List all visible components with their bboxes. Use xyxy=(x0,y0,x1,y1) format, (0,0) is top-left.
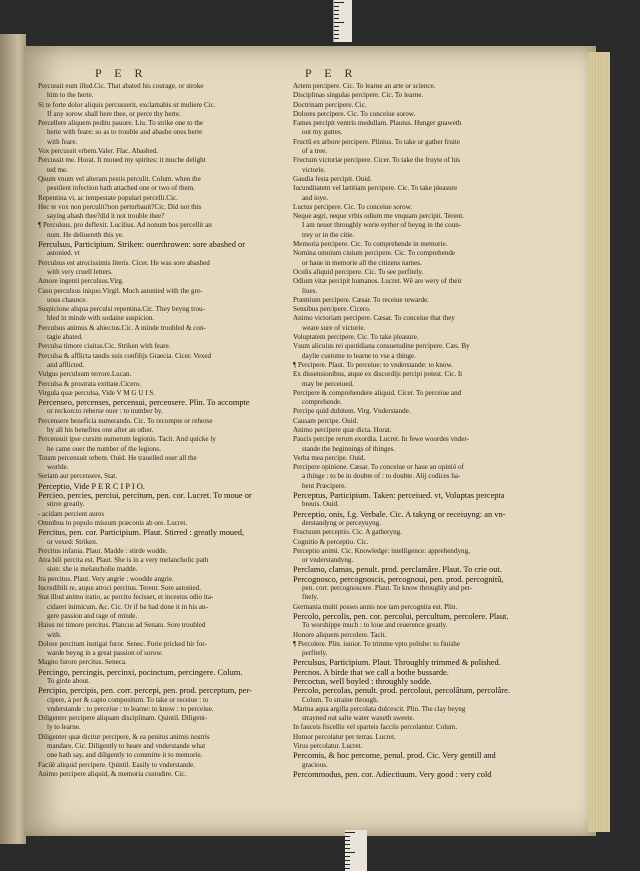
text-line: one hath say, and diligently to committe it to memorie. xyxy=(47,751,203,760)
text-line: Memoria percipere. Cic. To comprehende in memorie. xyxy=(293,240,448,249)
text-line: ¶ Percolere. Plin. iunior. To trimme vpto polishe: to finishe xyxy=(293,639,460,648)
text-line: Perclamo, clamas, penult. prod. perclamâre. Plaut. To crie out. xyxy=(293,565,502,575)
text-line: Doctrinam percipere. Cic. xyxy=(293,100,367,109)
text-line: victorie. xyxy=(302,165,326,174)
text-line: Atra bili percita est. Plaut. She is in a very melancholic path xyxy=(38,556,209,565)
text-line: Percingo, percingis, percinxi, pocinctum, percingere. Colum. xyxy=(38,667,243,677)
text-line: I am neuer throughly werie eyther of beyng in the coun- xyxy=(302,221,462,230)
text-line: Perculsus, Participium. Striken: ouerthrowen: sore abashed or xyxy=(38,240,246,250)
text-line: Percipere & comprehendere aliquid. Cicer. To perceiue and xyxy=(293,388,462,397)
text-line: Percensere beneficia numerando. Cic. To recompte or reherse xyxy=(38,416,213,425)
right-text-column xyxy=(293,82,551,779)
text-line: with. xyxy=(47,630,62,639)
text-line: strayned out salte water waxeth sweete. xyxy=(302,714,415,723)
text-line: Dolore percitum instigat furor. Senec. Furie pricked hir for- xyxy=(38,639,207,648)
text-line: by all his benefites one after an other. xyxy=(47,425,154,434)
text-line: breuis. Ouid. xyxy=(302,500,339,509)
text-line: Perceptio animi. Cic. Knowledge: intelligence: apprehendyng, xyxy=(293,546,470,555)
text-line: Animo percipere aliquid, & memoria custodire. Cic. xyxy=(38,769,187,778)
text-line: ted me. xyxy=(47,165,68,174)
text-line: Percenseo, percenses, percensui, percensere. Plin. To accompte xyxy=(38,398,250,408)
text-line: gere passion and rage of minde. xyxy=(47,611,138,620)
text-line: Causam percipe. Ouid. xyxy=(293,416,359,425)
text-line: Gaudia festa percipit. Ouid. xyxy=(293,174,372,183)
text-line: may be perceiued. xyxy=(302,379,354,388)
text-line: Percellere aliquem peditu pauore. Liu. To strike one to the xyxy=(38,119,204,128)
text-line: Hec te vox non perculit?non perturbauit?Cic. Did not this xyxy=(38,202,202,211)
text-line: Suspicione aliqua perculsi repentina.Cic. They beyng trou- xyxy=(38,305,205,314)
ruler-tick xyxy=(345,852,355,853)
scale-ruler-top xyxy=(333,0,352,42)
text-line: out my guttes. xyxy=(302,128,343,137)
text-line: Percensuit ipse cursim numerum legionis. Tacit. And quicke ly xyxy=(38,435,216,444)
text-line: perfitely. xyxy=(302,649,328,658)
text-line: Dolores percipere. Cic. To conceiue sorow. xyxy=(293,109,416,118)
text-line: stande the beginnings of thinges. xyxy=(302,444,396,453)
text-line: Quum vnum vel alteram pestis perculit. Colum. when the xyxy=(38,174,201,183)
text-line: Germania multi posses annis noe tam percognita est. Plin. xyxy=(293,602,458,611)
text-line: Animo victoriam percipere. Cæsar. To conceiue that they xyxy=(293,314,455,323)
text-line: Percitus, pen. cor. Participium. Plaut. Stirred : greatly moued, xyxy=(38,528,245,538)
text-line: Incredibili re, atque atroci percitus. Terent. Sore astonied. xyxy=(38,584,202,593)
text-line: Omnibus in populo missum præconis ab ore. Lucret. xyxy=(38,518,188,527)
text-line: Paucis percipe rerum exordia. Lucret. In fewe woordes vnder- xyxy=(293,435,469,444)
text-line: If any sorow shall here thee, or perce thy herte. xyxy=(47,109,181,118)
ruler-tick xyxy=(334,6,339,7)
text-line: Sensibus percipere. Cicero. xyxy=(293,305,371,314)
text-line: Haius rei timore percitus. Plancus ad Senatu. Sore troubled xyxy=(38,621,206,630)
text-line: Percomis, & hoc percome, penul. prod. Cic. Very gentill and xyxy=(293,751,496,761)
text-line: liues. xyxy=(302,286,318,295)
ruler-tick xyxy=(345,860,350,861)
text-line: Virgula quæ perculsa, Vide V M G U I S. xyxy=(38,388,156,397)
text-line: Ira percitus. Plaut. Very angrie : woodde angrie. xyxy=(38,574,174,583)
text-line: ¶ Percipere. Plaut. To perceiue: to vnderstande: to know. xyxy=(293,360,453,369)
text-line: a thinge : to be in doubte of : to doubte. Alij codices ha- xyxy=(302,472,461,481)
ruler-tick xyxy=(334,18,339,19)
text-line: Voluptatem percipere. Cic. To take pleasure. xyxy=(293,333,419,342)
ruler-tick xyxy=(345,868,350,869)
text-line: Percommodus, pen. cor. Adiectiuum. Very good : very cold xyxy=(293,769,492,779)
text-line: Repentina vi, ac tempestate populari percelli.Cic. xyxy=(38,193,178,202)
text-line: Diligenter quæ dicitur percipere, & ea penitus animis nostris xyxy=(38,732,210,741)
ruler-tick xyxy=(334,34,339,35)
text-line: pestilent infection hath attached one or two of them. xyxy=(47,184,195,193)
text-line: of a tree. xyxy=(302,147,328,156)
text-line: derstandyng or perceyuyng. xyxy=(302,518,381,527)
ruler-tick xyxy=(334,22,344,23)
text-line: astonied. vt xyxy=(47,249,80,258)
text-line: Odium vitæ percipit humanos. Lucret. Wê are wery of their xyxy=(293,277,462,286)
text-line: and ioye. xyxy=(302,193,329,202)
text-line: To worshippe much : to loue and reuerence greatly. xyxy=(302,621,448,630)
right-running-head: P E R xyxy=(305,66,358,80)
ruler-tick xyxy=(334,30,339,31)
ruler-tick xyxy=(334,26,339,27)
text-line: - acidam percient aures xyxy=(38,509,104,518)
text-line: Percipere opinione. Cæsar. To conceiue or haue an opinió of xyxy=(293,463,464,472)
text-line: ¶ Perculsus, pro deflexit. Lucilius. Ad nonum bos percellit an xyxy=(38,221,212,230)
text-line: Totam percensuit orbem. Ouid. He trauelled ouer all the xyxy=(38,453,197,462)
scale-ruler-bottom xyxy=(345,830,367,871)
text-line: stirre greatly. xyxy=(47,500,85,509)
text-line: Humor percolatur per terras. Lucret. xyxy=(293,732,396,741)
text-line: Perceptio, Vide P E R C I P I O. xyxy=(38,481,145,491)
text-line: saying abash thee?did it not trouble thee? xyxy=(47,212,165,221)
text-line: bled in minde with sodaine suspicion. xyxy=(47,314,155,323)
text-line: ly to learne. xyxy=(47,723,81,732)
ruler-tick xyxy=(345,856,350,857)
text-line: Vulgus perculsum terrore.Lucan. xyxy=(38,370,132,379)
text-line: worlde. xyxy=(47,463,69,472)
text-line: uous chaunce. xyxy=(47,295,88,304)
ruler-tick xyxy=(345,836,350,837)
text-line: bent Præcipere. xyxy=(302,481,347,490)
ruler-tick xyxy=(345,840,350,841)
text-line: Magno furore percitus. Seneca. xyxy=(38,658,127,667)
text-line: Percitus infania. Plaut. Madde : stirde wodde. xyxy=(38,546,168,555)
text-line: Stat illud animo iratio, ac percito fecisset, et incestus odio ita- xyxy=(38,593,214,602)
text-line: and afflicted. xyxy=(47,360,85,369)
text-line: Amore ingenti perculsus.Virg. xyxy=(38,277,124,286)
text-line: Percolo, percolis, pen. cor. percolui, percultum, percolere. Plaut. xyxy=(293,611,509,621)
text-line: Perceptus, Participium. Taken: perceiued. vt, Voluptas percepta xyxy=(293,491,505,501)
text-line: warde beyng in a great passion of sorow. xyxy=(47,649,163,658)
text-line: Præmium percipere. Cæsar. To receiue rewarde. xyxy=(293,295,430,304)
ruler-tick xyxy=(334,2,344,3)
text-line: num. He deliuereth this ye. xyxy=(47,230,124,239)
text-line: Vox percussit vrbem.Valer. Flac. Abashed. xyxy=(38,147,159,156)
text-line: he came ouer the number of the legions. xyxy=(47,444,161,453)
text-line: Perculsa & afflicta tandis suis confilijs Graecia. Cicer. Vexed xyxy=(38,351,212,360)
text-line: Vsum alicuius rei quotidiana consuetudine percipere. Cæs. By xyxy=(293,342,470,351)
text-line: Diligenter percipere aliquam disciplinam. Quintil. Diligent- xyxy=(38,714,208,723)
text-line: Perculsus, Participium. Plaut. Throughly trimmed & polished. xyxy=(293,658,501,668)
text-line: Percipe quid dubitem. Virg. Vnderstande. xyxy=(293,407,411,416)
text-line: Ex dissensionibus, atque ex discordijs percipi potest. Cic. It xyxy=(293,370,463,379)
text-line: Percipio, percipis, pen. corr. percepi, pen. prod. perceptum, per- xyxy=(38,686,252,696)
text-line: Percieo, percies, perciui, percitum, pen. cor. Lucret. To moue or xyxy=(38,491,252,501)
text-line: or vnderstandyng. xyxy=(302,556,354,565)
text-line: Fames percipit ventris medullam. Plautus. Hunger gnaweth xyxy=(293,119,462,128)
text-line: sion: she is melancholie madde. xyxy=(47,565,138,574)
text-line: Seriam aut percensere, Stat. xyxy=(38,472,117,481)
text-line: Animo percipere quæ dicta. Horat. xyxy=(293,425,392,434)
text-line: or haue in memorie all the citizens names. xyxy=(302,258,422,267)
ruler-tick xyxy=(345,832,355,833)
left-text-column xyxy=(38,82,288,779)
text-line: Perculsa & prostrata extitate.Cicero. xyxy=(38,379,142,388)
text-line: Perculsus animus & abiectus.Cic. A minde troubled & con- xyxy=(38,323,206,332)
text-line: with very cruell letters. xyxy=(47,267,113,276)
ruler-tick xyxy=(345,848,350,849)
text-line: Colum. To straine through. xyxy=(302,695,379,704)
text-line: cipere, à per & capio compositum. To take or receiue : to xyxy=(47,695,209,704)
text-line: Perculsus est atrocissimis literis. Cicer. He was sore abashed xyxy=(38,258,210,267)
text-line: Percussit me. Horat. It moued my spirites: it muche delight xyxy=(38,156,206,165)
left-running-head: P E R xyxy=(95,66,148,80)
text-line: vnderstande : to perceiue : to learne: to know : to perceiue. xyxy=(47,704,214,713)
text-line: with feare. xyxy=(47,137,78,146)
ruler-tick xyxy=(334,38,339,39)
text-line: Iucunditatem vel lætitiam percipere. Cic. To take pleasure xyxy=(293,184,458,193)
text-line: In fauceis fiscellis vel sparteis facciis percolantur. Colum. xyxy=(293,723,458,732)
text-line: Luctus percipere. Cic. To conceiue sorow. xyxy=(293,202,413,211)
text-line: mandare. Cic. Diligently to heare and vnderstande what xyxy=(47,742,206,751)
text-line: Percognosco, percognoscis, percognoui, pen. prod. percognitû, xyxy=(293,574,504,584)
ruler-tick xyxy=(334,10,339,11)
text-line: Percolo, percolas, penult. prod. percolaui, percolâtum, percolâre. xyxy=(293,686,510,696)
text-line: Fructum victoriæ percipere. Cicer. To take the fruyte of his xyxy=(293,156,461,165)
text-line: pen. corr. percognoscere. Plaut. To know throughly and per- xyxy=(302,584,473,593)
text-line: Neque ægri, neque vrbis odium me vnquam percipit. Terent. xyxy=(293,212,464,221)
text-line: Casu perculsus iniquo.Virgil. Much astonied with the gre- xyxy=(38,286,203,295)
text-line: Percnos. A birde that we call a bothe bussarde. xyxy=(293,667,449,677)
text-line: or vexed: Striken. xyxy=(47,537,98,546)
text-line: Perceptio, onis, f.g. Verbale. Cic. A takyng or receiuyng: an vn- xyxy=(293,509,506,519)
text-line: Percussit eum illud.Cic. That abated his courage, or stroke xyxy=(38,82,204,90)
ruler-tick xyxy=(345,864,350,865)
ruler-tick xyxy=(345,844,350,845)
text-line: comprehende. xyxy=(302,398,342,407)
text-line: Oculis aliquid percipere. Cic. To see perfitely. xyxy=(293,267,424,276)
text-line: Nomina omnium ciuium percipere. Cic. To comprehende xyxy=(293,249,456,258)
text-line: Virus percolatur. Lucret. xyxy=(293,742,363,751)
text-line: To girde about. xyxy=(47,677,91,685)
text-line: Verba mea percipe. Ouid. xyxy=(293,453,366,462)
text-line: Si te forte dolor aliquis percusserit, exclamabis ut muliere Cic. xyxy=(38,100,216,109)
text-line: or reckon:to reherse ouer : to number by. xyxy=(47,407,163,416)
text-line: cidaret inimicum, &c. Cic. Or if he had done it in his an- xyxy=(47,602,208,611)
text-line: Marina aqua argilla percolata dulcescit. Plin. The clay beyng xyxy=(293,704,466,713)
text-line: daylie custome to learne to vse a thinge. xyxy=(302,351,416,360)
text-line: weare sure of victorie. xyxy=(302,323,366,332)
text-line: Cognitio & perceptio. Cic. xyxy=(293,537,369,546)
text-line: Percoctus, well boyled : throughly sodde. xyxy=(293,677,432,686)
text-line: Perculsa timore ciuitas.Cic. Striken with feare. xyxy=(38,342,171,351)
ruler-tick xyxy=(334,14,339,15)
text-line: him to the herte. xyxy=(47,91,94,100)
text-line: trey or in the citie. xyxy=(302,230,355,239)
text-line: herte with feare: so as to trouble and abashe ones herte xyxy=(47,128,203,137)
text-line: fitely. xyxy=(302,593,319,602)
facing-page-edge xyxy=(0,34,26,844)
page-block-edge xyxy=(588,52,610,832)
text-line: Fructû ex arbore percipere. Plinius. To take or gather fruite xyxy=(293,137,461,146)
text-line: Honore aliquem percolere. Tacit. xyxy=(293,630,387,639)
text-line: Facilè aliquid percipere. Quintil. Easily to vnderstande. xyxy=(38,760,196,769)
text-line: Artem percipere. Cic. To learne an arte or science. xyxy=(293,82,436,90)
text-line: gracious. xyxy=(302,760,328,769)
text-line: Disciplinas singulas percipere. Cic. To learne. xyxy=(293,91,424,100)
text-line: Fructuum perceptio. Cic. A gatheryng. xyxy=(293,528,402,537)
text-line: tagie abated. xyxy=(47,333,83,342)
